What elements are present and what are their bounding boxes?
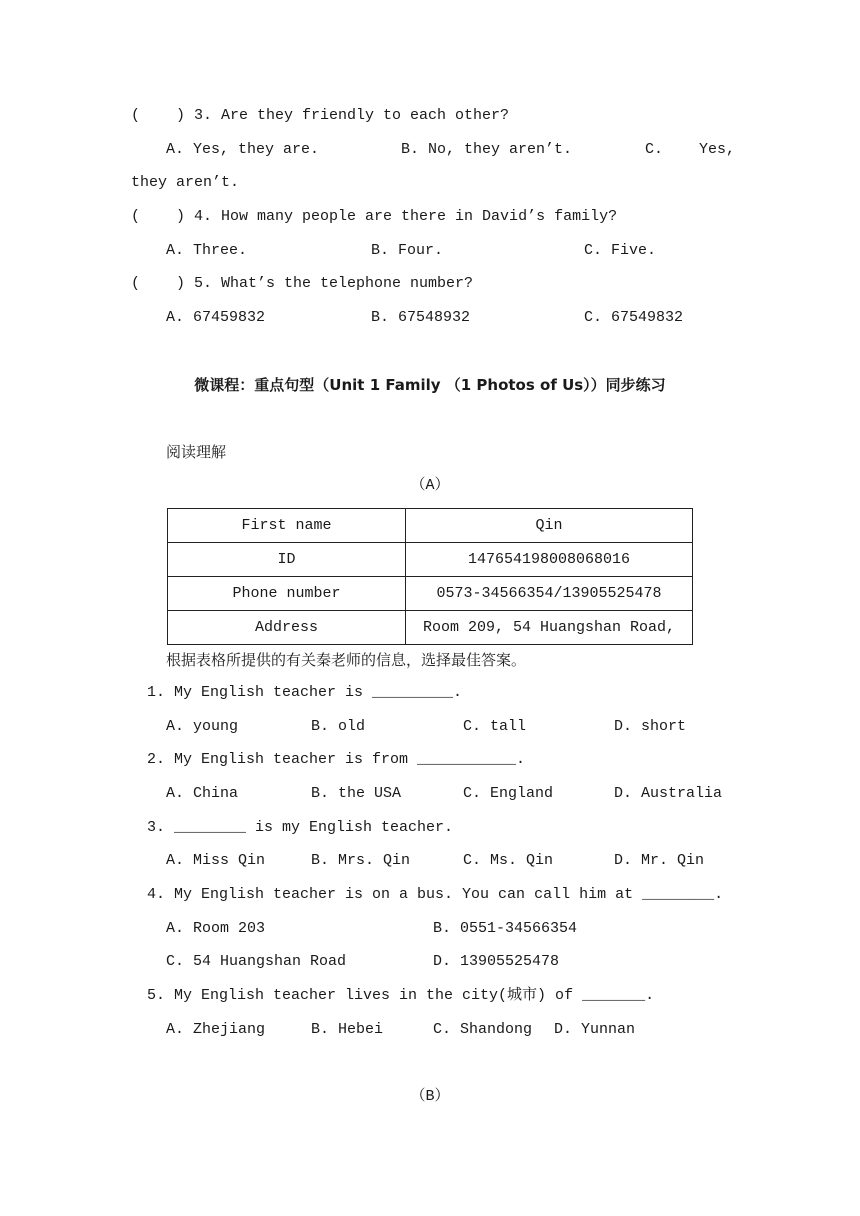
reading-question-1-stem: 1. My English teacher is _________. [147, 684, 463, 701]
table-row [168, 543, 693, 577]
question-3-option-c: C. Yes, [645, 141, 736, 158]
table-cell-value: 0573-34566354/13905525478 [406, 577, 693, 611]
table-cell-label: Phone number [168, 577, 406, 611]
reading-question-5-stem: 5. My English teacher lives in the city(城市) of _______. [147, 987, 655, 1004]
question-4-option-b: B. Four. [371, 242, 444, 259]
reading-question-2-option-b: B. the USA [311, 785, 402, 802]
reading-question-4-option-a: A. Room 203 [166, 920, 266, 937]
question-4-option-c: C. Five. [584, 242, 657, 259]
question-4-stem: ( ) 4. How many people are there in David’s family? [131, 208, 618, 225]
table-row [168, 611, 693, 645]
reading-question-2-option-c: C. England [463, 785, 554, 802]
question-3-option-b: B. No, they aren’t. [401, 141, 573, 158]
question-5-option-c: C. 67549832 [584, 309, 684, 326]
table-row [168, 577, 693, 611]
reading-question-4-option-b: B. 0551-34566354 [433, 920, 578, 937]
reading-question-2-option-d: D. Australia [614, 785, 723, 802]
table-cell-value: 147654198008068016 [406, 543, 693, 577]
table-cell-value: Room 209, 54 Huangshan Road, [406, 611, 693, 645]
reading-question-5-option-a: A. Zhejiang [166, 1021, 266, 1038]
reading-question-3-option-b: B. Mrs. Qin [311, 852, 411, 869]
passage-b-label: （B） [410, 1088, 450, 1105]
reading-question-3-stem: 3. ________ is my English teacher. [147, 819, 454, 836]
question-5-stem: ( ) 5. What’s the telephone number? [131, 275, 474, 292]
reading-question-1-option-c: C. tall [463, 718, 527, 735]
reading-label: 阅读理解 [166, 443, 227, 461]
question-3-option-c-continued: they aren’t. [131, 174, 240, 191]
table-cell-value: Qin [406, 509, 693, 543]
reading-question-5-option-d: D. Yunnan [554, 1021, 636, 1038]
reading-question-4-option-d: D. 13905525478 [433, 953, 560, 970]
reading-question-3-option-c: C. Ms. Qin [463, 852, 554, 869]
table-row [168, 509, 693, 543]
table-cell-label: ID [168, 543, 406, 577]
table-cell-label: First name [168, 509, 406, 543]
reading-question-1-option-d: D. short [614, 718, 687, 735]
question-3-stem: ( ) 3. Are they friendly to each other? [131, 107, 510, 124]
reading-question-1-option-b: B. old [311, 718, 366, 735]
question-5-option-b: B. 67548932 [371, 309, 471, 326]
instruction-text: 根据表格所提供的有关秦老师的信息，选择最佳答案。 [166, 651, 527, 669]
reading-question-2-option-a: A. China [166, 785, 239, 802]
reading-question-4-option-c: C. 54 Huangshan Road [166, 953, 347, 970]
question-3-option-a: A. Yes, they are. [166, 141, 320, 158]
reading-question-3-option-a: A. Miss Qin [166, 852, 266, 869]
reading-question-3-option-d: D. Mr. Qin [614, 852, 705, 869]
section-title: 微课程：重点句型（Unit 1 Family （1 Photos of Us））同步练习 [194, 376, 666, 394]
reading-question-5-option-b: B. Hebei [311, 1021, 384, 1038]
table-cell-label: Address [168, 611, 406, 645]
reading-question-5-option-c: C. Shandong [433, 1021, 533, 1038]
reading-question-2-stem: 2. My English teacher is from ___________. [147, 751, 526, 768]
passage-a-label: （A） [410, 477, 450, 494]
question-5-option-a: A. 67459832 [166, 309, 266, 326]
reading-question-1-option-a: A. young [166, 718, 239, 735]
teacher-info-table [167, 508, 693, 645]
reading-question-4-stem: 4. My English teacher is on a bus. You can call him at ________. [147, 886, 724, 903]
question-4-option-a: A. Three. [166, 242, 248, 259]
